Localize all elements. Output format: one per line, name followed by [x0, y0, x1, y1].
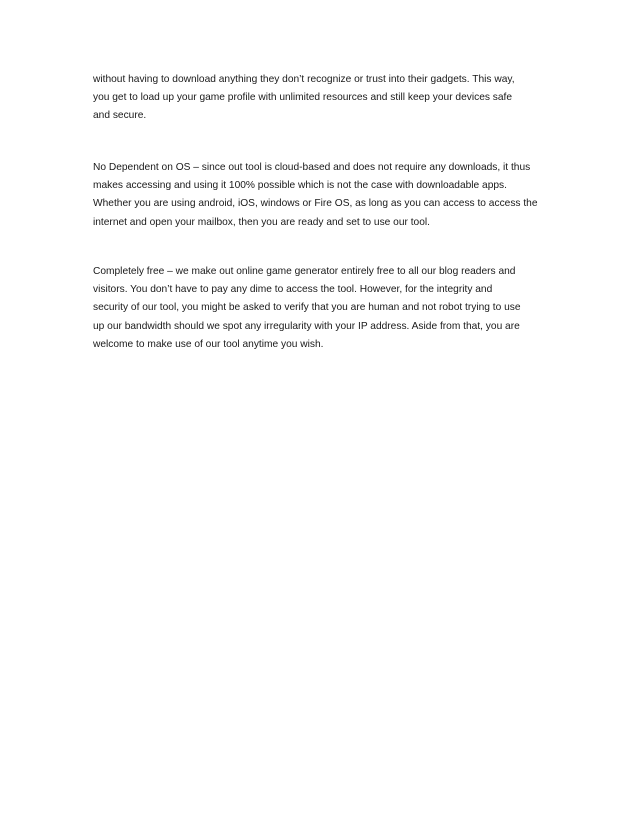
text-line: internet and open your mailbox, then you are ready and set to use our tool.: [93, 216, 430, 228]
text-line: Completely free – we make out online game generator entirely free to all our blog readers and: [93, 266, 516, 277]
text-line: visitors. You don’t have to pay any dime to access the tool. However, for the integrity and: [93, 284, 493, 296]
text-line: without having to download anything they don’t recognize or trust into their gadgets. This way,: [93, 74, 515, 85]
paragraph-completely-free: [93, 263, 553, 354]
text-line: Whether you are using android, iOS, windows or Fire OS, as long as you can access to access the: [93, 198, 538, 210]
text-line: makes accessing and using it 100% possible which is not the case with downloadable apps.: [93, 180, 507, 192]
paragraph-download-free: [93, 71, 553, 126]
text-line: you get to load up your game profile with unlimited resources and still keep your devices safe: [93, 92, 513, 104]
text-line: up our bandwidth should we spot any irregularity with your IP address. Aside from that, you are: [93, 320, 520, 332]
text-line: No Dependent on OS – since out tool is cloud-based and does not require any downloads, it thus: [93, 162, 531, 173]
text-line: welcome to make use of our tool anytime you wish.: [93, 338, 324, 350]
text-line: security of our tool, you might be asked to verify that you are human and not robot trying to use: [93, 302, 521, 314]
paragraph-os-independent: [93, 159, 553, 232]
text-line: and secure.: [93, 110, 147, 122]
